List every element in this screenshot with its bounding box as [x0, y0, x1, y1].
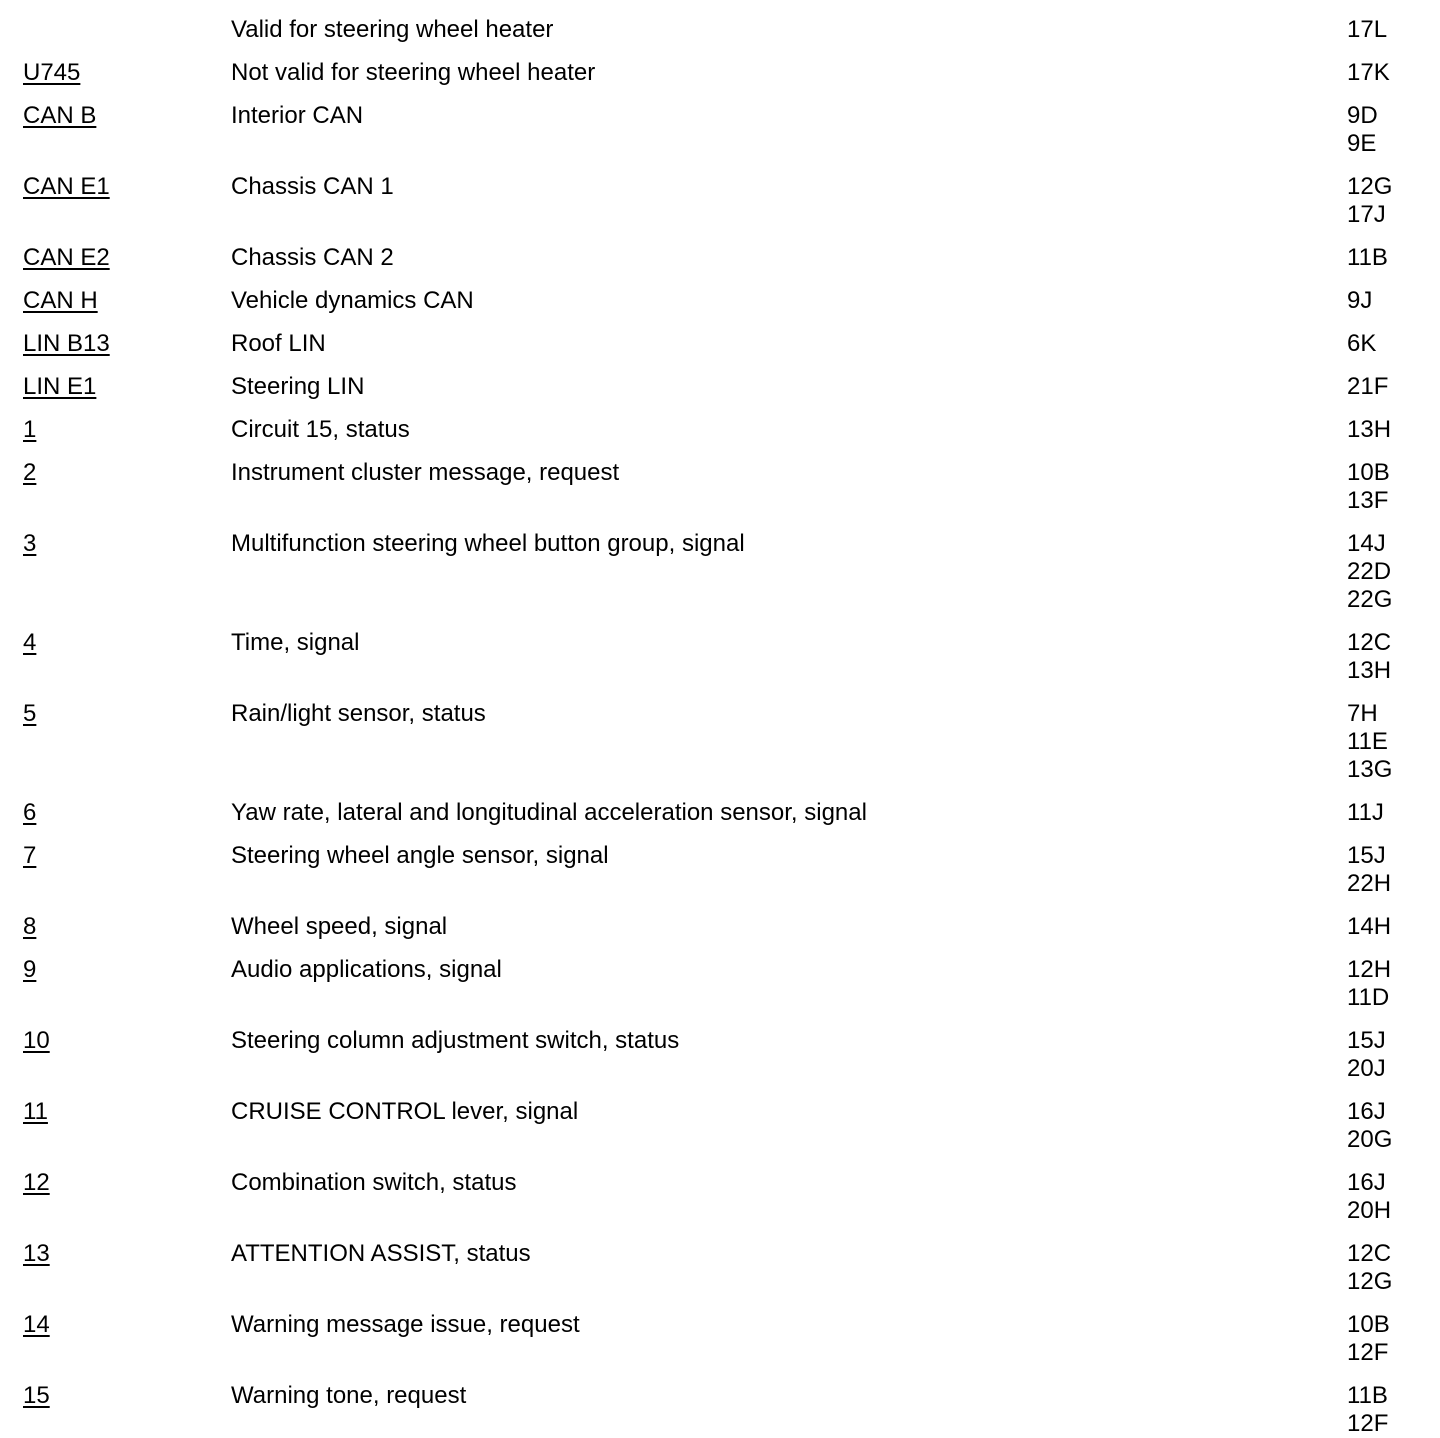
grid-reference: 20J — [1347, 1055, 1386, 1082]
legend-description: Valid for steering wheel heater — [231, 16, 554, 43]
legend-grid-references — [1347, 459, 1427, 515]
legend-code: CAN E1 — [23, 173, 110, 200]
legend-grid-references — [1347, 1027, 1427, 1083]
legend-description: Steering column adjustment switch, status — [231, 1027, 680, 1054]
legend-description: Chassis CAN 2 — [231, 244, 394, 271]
grid-reference: 11B — [1347, 244, 1388, 271]
legend-description: Steering LIN — [231, 373, 365, 400]
grid-reference: 12F — [1347, 1339, 1389, 1366]
grid-reference: 9E — [1347, 130, 1377, 157]
grid-reference: 12C — [1347, 629, 1392, 656]
grid-reference: 14J — [1347, 530, 1386, 557]
legend-grid-references — [1347, 287, 1427, 315]
legend-grid-references — [1347, 913, 1427, 941]
legend-code: 13 — [23, 1240, 50, 1267]
legend-grid-references — [1347, 102, 1427, 158]
legend-code: 11 — [23, 1098, 48, 1125]
legend-code: 1 — [23, 416, 37, 443]
legend-grid-references — [1347, 173, 1427, 229]
legend-description: Steering wheel angle sensor, signal — [231, 842, 609, 869]
legend-code: 9 — [23, 956, 37, 983]
legend-code: 8 — [23, 913, 37, 940]
grid-reference: 10B — [1347, 1311, 1390, 1338]
legend-code: 5 — [23, 700, 37, 727]
legend-description: Multifunction steering wheel button group, signal — [231, 530, 745, 557]
legend-grid-references — [1347, 1098, 1427, 1154]
grid-reference: 16J — [1347, 1169, 1386, 1196]
grid-reference: 20G — [1347, 1126, 1393, 1153]
legend-code: 15 — [23, 1382, 50, 1409]
legend-code: U745 — [23, 59, 81, 86]
legend-description: Rain/light sensor, status — [231, 700, 486, 727]
legend-grid-references — [1347, 330, 1427, 358]
grid-reference: 21F — [1347, 373, 1389, 400]
grid-reference: 17K — [1347, 59, 1390, 86]
legend-grid-references — [1347, 530, 1427, 614]
grid-reference: 11D — [1347, 984, 1390, 1011]
grid-reference: 17J — [1347, 201, 1386, 228]
grid-reference: 9J — [1347, 287, 1373, 314]
legend-description: Instrument cluster message, request — [231, 459, 620, 486]
grid-reference: 12H — [1347, 956, 1392, 983]
legend-code: 12 — [23, 1169, 50, 1196]
grid-reference: 9D — [1347, 102, 1378, 129]
legend-code: 6 — [23, 799, 37, 826]
legend-code: 3 — [23, 530, 37, 557]
grid-reference: 7H — [1347, 700, 1378, 727]
legend-grid-references — [1347, 1169, 1427, 1225]
legend-grid-references — [1347, 799, 1427, 827]
legend-description: Yaw rate, lateral and longitudinal acceleration sensor, signal — [231, 799, 867, 826]
grid-reference: 20H — [1347, 1197, 1392, 1224]
legend-description: Time, signal — [231, 629, 360, 656]
grid-reference: 22D — [1347, 558, 1392, 585]
legend-description: Chassis CAN 1 — [231, 173, 394, 200]
grid-reference: 17L — [1347, 16, 1388, 43]
legend-grid-references — [1347, 1311, 1427, 1367]
legend-description: Circuit 15, status — [231, 416, 410, 443]
legend-description: Interior CAN — [231, 102, 364, 129]
legend-grid-references — [1347, 842, 1427, 898]
legend-code: 7 — [23, 842, 37, 869]
grid-reference: 6K — [1347, 330, 1377, 357]
legend-description: Roof LIN — [231, 330, 326, 357]
legend-code: 2 — [23, 459, 37, 486]
grid-reference: 12G — [1347, 1268, 1393, 1295]
grid-reference: 13G — [1347, 756, 1393, 783]
grid-reference: 12F — [1347, 1410, 1389, 1437]
grid-reference: 13H — [1347, 657, 1392, 684]
legend-description: Warning tone, request — [231, 1382, 467, 1409]
legend-grid-references — [1347, 629, 1427, 685]
legend-grid-references — [1347, 700, 1427, 784]
grid-reference: 10B — [1347, 459, 1390, 486]
legend-grid-references — [1347, 59, 1427, 87]
legend-description: ATTENTION ASSIST, status — [231, 1240, 531, 1267]
legend-description: Warning message issue, request — [231, 1311, 580, 1338]
legend-grid-references — [1347, 244, 1427, 272]
legend-description: Audio applications, signal — [231, 956, 502, 983]
legend-code: 4 — [23, 629, 37, 656]
legend-grid-references — [1347, 1240, 1427, 1296]
grid-reference: 16J — [1347, 1098, 1386, 1125]
grid-reference: 22H — [1347, 870, 1392, 897]
legend-description: Combination switch, status — [231, 1169, 517, 1196]
grid-reference: 15J — [1347, 1027, 1386, 1054]
grid-reference: 15J — [1347, 842, 1386, 869]
grid-reference: 22G — [1347, 586, 1393, 613]
legend-grid-references — [1347, 373, 1427, 401]
legend-code: LIN B13 — [23, 330, 110, 357]
legend-code: 14 — [23, 1311, 50, 1338]
legend-code: 10 — [23, 1027, 50, 1054]
grid-reference: 12G — [1347, 173, 1393, 200]
grid-reference: 11E — [1347, 728, 1388, 755]
legend-code: CAN B — [23, 102, 97, 129]
legend-grid-references — [1347, 1382, 1427, 1438]
grid-reference: 13F — [1347, 487, 1389, 514]
legend-description: CRUISE CONTROL lever, signal — [231, 1098, 579, 1125]
legend-grid-references — [1347, 956, 1427, 1012]
grid-reference: 13H — [1347, 416, 1392, 443]
grid-reference: 14H — [1347, 913, 1392, 940]
grid-reference: 11B — [1347, 1382, 1388, 1409]
legend-description: Not valid for steering wheel heater — [231, 59, 596, 86]
legend-code: CAN E2 — [23, 244, 110, 271]
legend-code: CAN H — [23, 287, 98, 314]
legend-grid-references — [1347, 16, 1427, 44]
legend-grid-references — [1347, 416, 1427, 444]
legend-code: LIN E1 — [23, 373, 97, 400]
legend-description: Wheel speed, signal — [231, 913, 448, 940]
legend-description: Vehicle dynamics CAN — [231, 287, 474, 314]
grid-reference: 12C — [1347, 1240, 1392, 1267]
grid-reference: 11J — [1347, 799, 1384, 826]
